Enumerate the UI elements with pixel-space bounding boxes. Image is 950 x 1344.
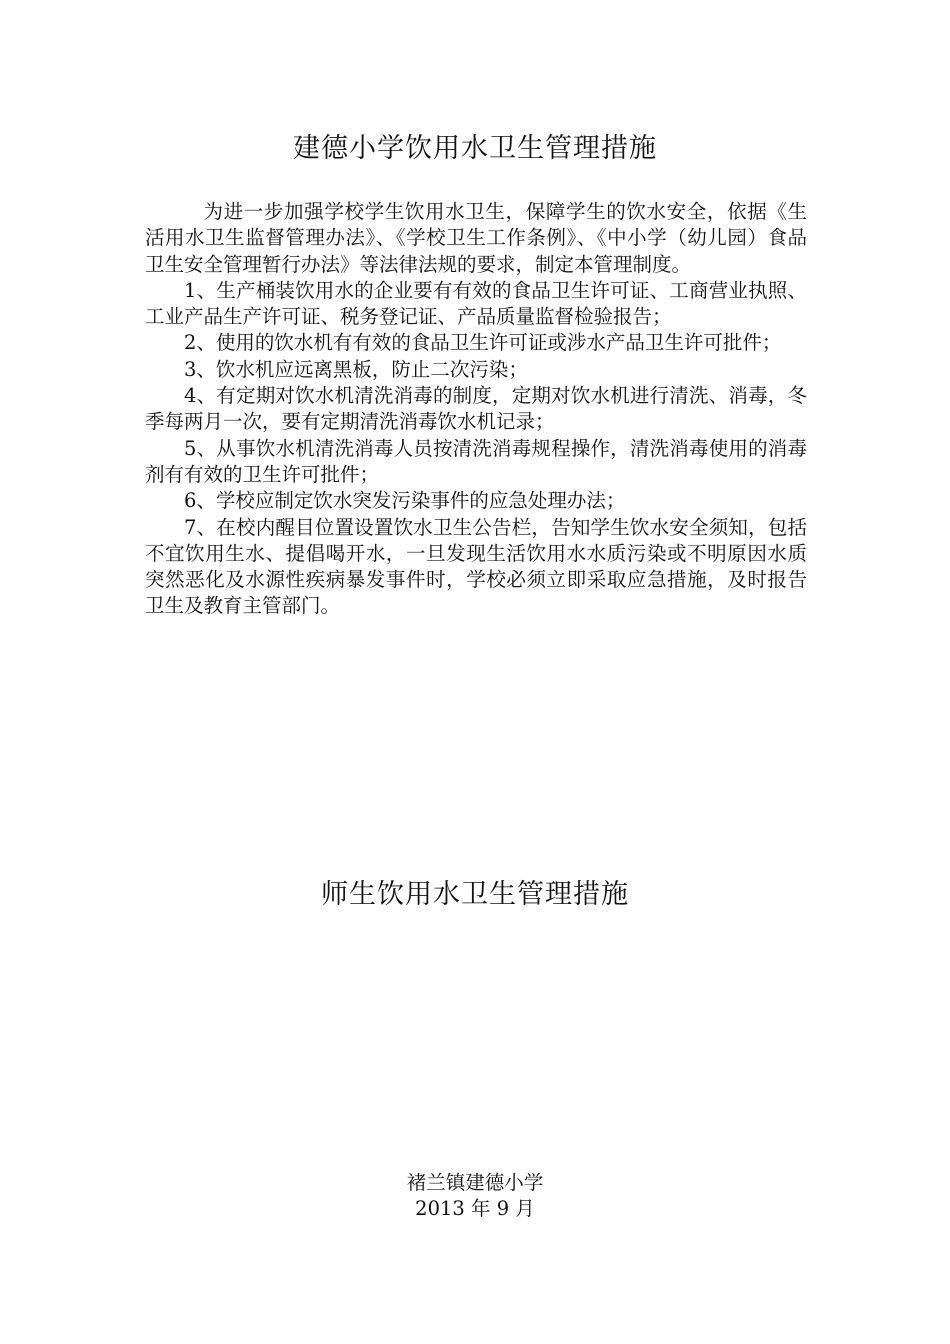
- rule-item-4: 4、有定期对饮水机清洗消毒的制度，定期对饮水机进行清洗、消毒，冬季每两月一次，要有定期清洗消毒饮水机记录；: [145, 384, 807, 434]
- rule-item-6: 6、学校应制定饮水突发污染事件的应急处理办法；: [184, 489, 626, 513]
- rule-item-7: 7、在校内醒目位置设置饮水卫生公告栏，告知学生饮水安全须知，包括不宜饮用生水、提倡喝开水，一旦发现生活饮用水水质污染或不明原因水质突然恶化及水源性疾病暴发事件时，学校必须立即采取应急措施，及时报告卫生及教育主管部门。: [145, 515, 807, 618]
- rule-item-5: 5、从事饮水机清洗消毒人员按清洗消毒规程操作，清洗消毒使用的消毒剂有有效的卫生许可批件；: [145, 436, 807, 486]
- document-title: 建德小学饮用水卫生管理措施: [293, 133, 657, 164]
- rule-item-1: 1、生产桶装饮用水的企业要有有效的食品卫生许可证、工商营业执照、工业产品生产许可证、税务登记证、产品质量监督检验报告；: [145, 278, 807, 329]
- section-title: 师生饮用水卫生管理措施: [321, 879, 629, 910]
- signature-organization: 褚兰镇建德小学: [406, 1171, 544, 1194]
- rule-item-2: 2、使用的饮水机有有效的食品卫生许可证或涉水产品卫生许可批件；: [184, 331, 782, 355]
- intro-paragraph: 为进一步加强学校学生饮用水卫生，保障学生的饮水安全，依据《生活用水卫生监督管理办法》、《学校卫生工作条例》、《中小学（幼儿园）食品卫生安全管理暂行办法》等法律法规的要求，制定本管理制度。: [145, 200, 807, 276]
- rule-item-3: 3、饮水机应远离黑板，防止二次污染；: [184, 357, 528, 381]
- signature-date: 2013 年 9 月: [415, 1197, 535, 1220]
- document-body: [145, 199, 807, 620]
